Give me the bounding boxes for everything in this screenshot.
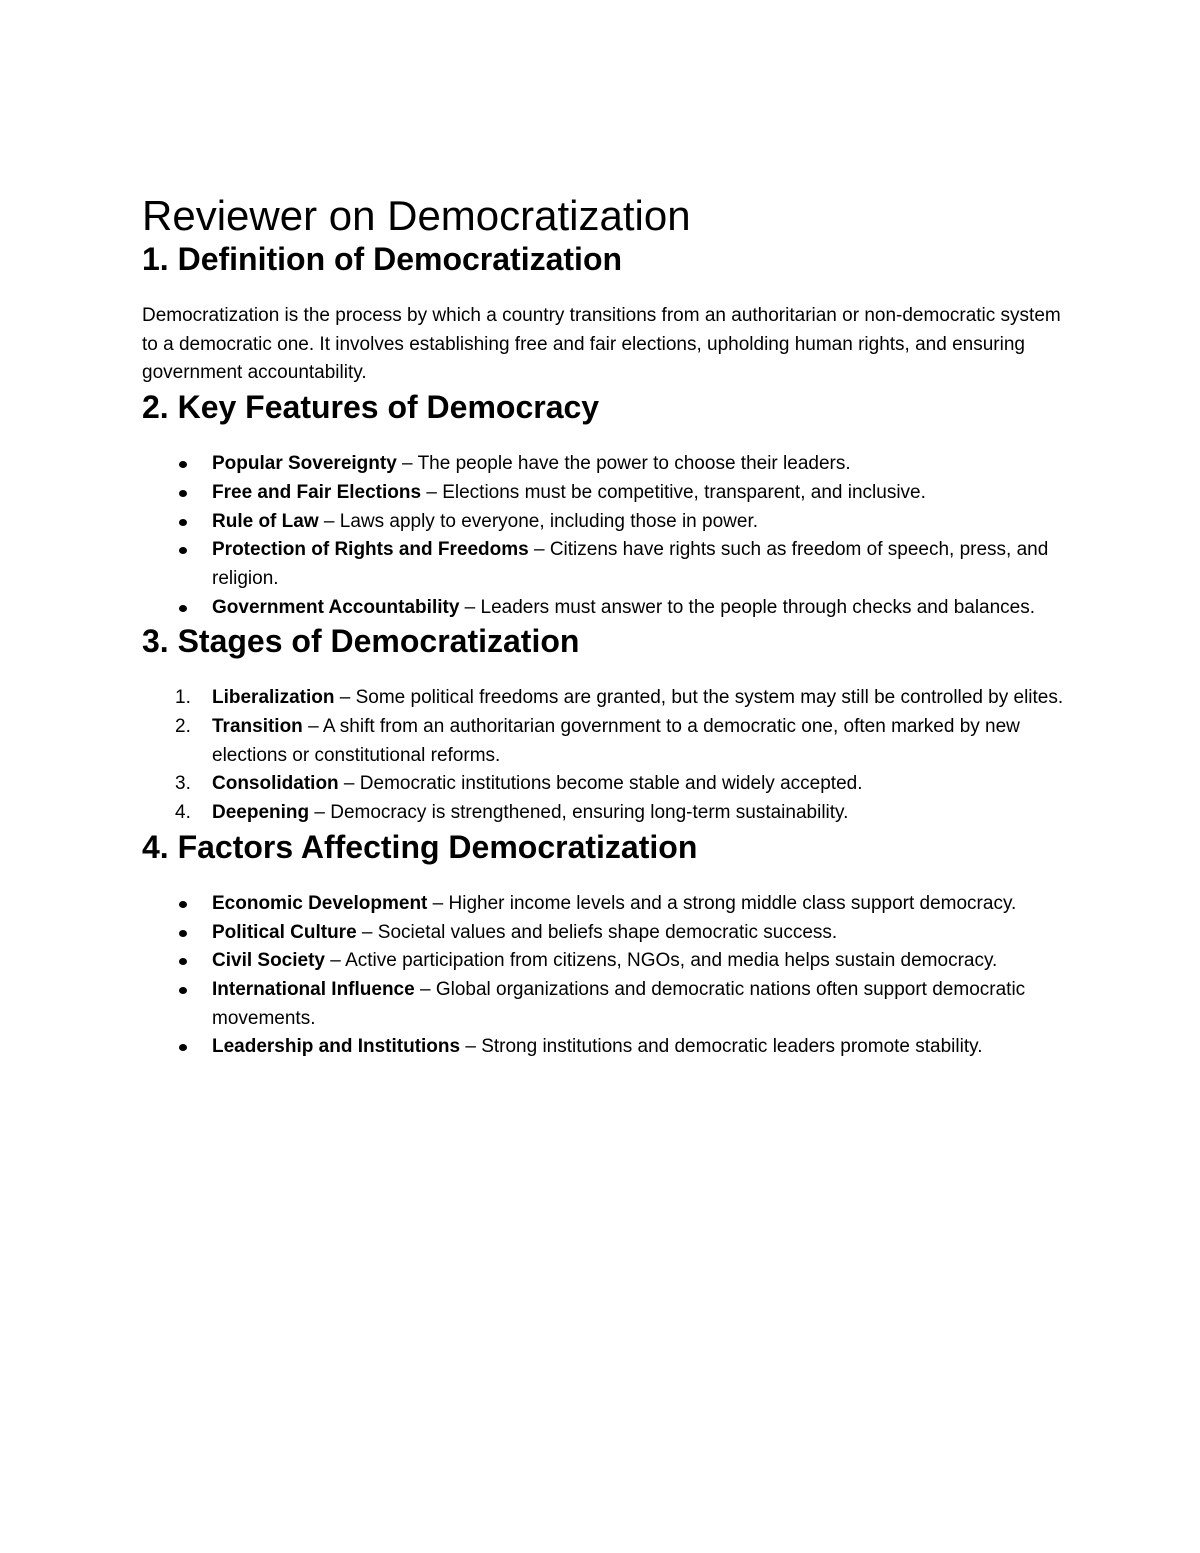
section-heading-stages: 3. Stages of Democratization: [142, 623, 580, 660]
item-number: 4.: [175, 802, 191, 824]
bullet-icon: [179, 519, 187, 526]
item-description: – Global organizations and democratic nations often support democratic movements.: [212, 978, 1026, 1029]
bullet-icon: [179, 490, 187, 497]
key-features-list: [142, 450, 1072, 622]
list-item: [142, 919, 1072, 948]
item-description: – Strong institutions and democratic leaders promote stability.: [460, 1036, 983, 1058]
item-description: – Leaders must answer to the people through checks and balances.: [459, 596, 1036, 618]
stages-list: [142, 684, 1072, 828]
item-term: International Influence: [212, 978, 415, 1000]
item-term: Transition: [212, 716, 303, 738]
item-number: 3.: [175, 773, 191, 795]
item-description: – Some political freedoms are granted, but the system may still be controlled by elites.: [334, 687, 1064, 709]
list-item: [142, 976, 1072, 1033]
bullet-icon: [179, 987, 187, 994]
bullet-icon: [179, 1044, 187, 1051]
item-description: – Democratic institutions become stable and widely accepted.: [338, 773, 863, 795]
bullet-icon: [179, 605, 187, 612]
item-description: – Elections must be competitive, transparent, and inclusive.: [421, 481, 926, 503]
item-description: – A shift from an authoritarian government to a democratic one, often marked by new elections or constitutional reforms.: [212, 716, 1020, 766]
definition-paragraph: Democratization is the process by which a country transitions from an authoritarian or non-democratic system to a democratic one. It involves establishing free and fair elections, upholding human rights, and ensuring government accountability.: [142, 305, 1061, 384]
item-term: Popular Sovereignty: [212, 453, 397, 475]
section-heading-factors: 4. Factors Affecting Democratization: [142, 828, 698, 865]
list-item: [142, 594, 1072, 623]
item-term: Government Accountability: [212, 596, 460, 618]
item-description: – Laws apply to everyone, including those in power.: [318, 510, 759, 532]
bullet-icon: [179, 958, 187, 965]
item-term: Deepening: [212, 802, 310, 824]
item-term: Protection of Rights and Freedoms: [212, 539, 529, 561]
list-item: [142, 770, 1072, 799]
factors-list: [142, 890, 1072, 1062]
item-description: – Active participation from citizens, NGOs, and media helps sustain democracy.: [325, 950, 998, 972]
list-item: [142, 713, 1072, 770]
item-description: – Societal values and beliefs shape democratic success.: [356, 921, 838, 943]
item-term: Rule of Law: [212, 510, 319, 532]
section-heading-key-features: 2. Key Features of Democracy: [142, 389, 600, 426]
item-description: – Citizens have rights such as freedom of speech, press, and religion.: [212, 539, 1049, 589]
item-term: Free and Fair Elections: [212, 481, 422, 503]
item-number: 2.: [175, 716, 191, 738]
section-heading-definition: 1. Definition of Democratization: [142, 241, 623, 277]
item-description: – The people have the power to choose their leaders.: [396, 453, 851, 475]
item-description: – Higher income levels and a strong middle class support democracy.: [427, 892, 1017, 914]
bullet-icon: [179, 930, 187, 937]
list-item: [142, 684, 1072, 713]
bullet-icon: [179, 461, 187, 468]
item-number: 1.: [175, 687, 191, 709]
list-item: [142, 450, 1072, 479]
item-term: Civil Society: [212, 950, 325, 972]
document-title: Reviewer on Democratization: [142, 192, 691, 239]
list-item: [142, 479, 1072, 508]
item-term: Economic Development: [212, 892, 428, 914]
bullet-icon: [179, 547, 187, 554]
item-term: Leadership and Institutions: [212, 1036, 461, 1058]
list-item: [142, 890, 1072, 919]
item-description: – Democracy is strengthened, ensuring long-term sustainability.: [309, 802, 849, 824]
item-term: Liberalization: [212, 687, 335, 709]
document-page: [142, 192, 1072, 1062]
list-item: [142, 508, 1072, 537]
item-term: Political Culture: [212, 921, 357, 943]
bullet-icon: [179, 901, 187, 908]
list-item: [142, 947, 1072, 976]
list-item: [142, 536, 1072, 593]
list-item: [142, 1033, 1072, 1062]
item-term: Consolidation: [212, 773, 339, 795]
list-item: [142, 799, 1072, 828]
